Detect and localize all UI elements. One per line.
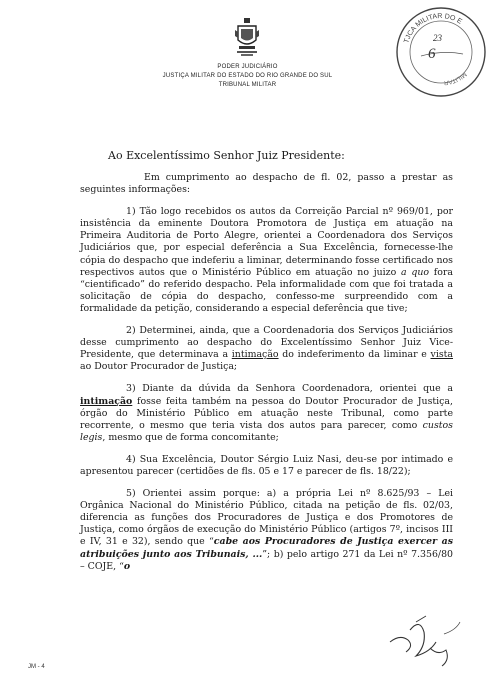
paragraph-4: 4) Sua Excelência, Doutor Sérgio Luiz Nasi, deu-se por intimado e apresentou parecer (certidões de fls. 05 e 17 e parecer de fls. 18/22); [80, 453, 453, 477]
svg-text:TJCA MILITAR DO E: TJCA MILITAR DO E [403, 12, 463, 45]
addressee-line: Ao Excelentíssimo Senhor Juiz Presidente: [108, 149, 345, 162]
coat-of-arms-emblem [234, 18, 260, 58]
header-line-3: TRIBUNAL MILITAR [218, 82, 277, 88]
paragraph-2: 2) Determinei, ainda, que a Coordenadoria dos Serviços Judiciários desse cumprimento ao despacho do Excelentíssimo Senhor Juiz Vice-Presidente, que determinava a intimação do indeferimento da liminar e vista ao Doutor Procurador de Justiça; [80, 325, 453, 373]
tribunal-stamp [393, 4, 489, 100]
paragraph-intro: Em cumprimento ao despacho de fl. 02, passo a prestar as seguintes informações: [80, 172, 453, 196]
handwritten-signature [386, 612, 466, 674]
paragraph-5: 5) Orientei assim porque: a) a própria Lei nº 8.625/93 – Lei Orgânica Nacional do Ministério Público, citada na petição de fls. 02/03, diferencia as funções dos Procuradores de Justiça e dos Promotores de Justiça, como órgãos de execução do Ministério Público (artigos 7º, incisos III e IV, 31 e 32), sendo que “cabe aos Procuradores de Justiça exercer as atribuições junto aos Tribunais, ...”; b) pelo artigo 271 da Lei nº 7.356/80 – COJE, “o [80, 488, 453, 572]
document-body [80, 172, 453, 583]
svg-text:MILITAR: MILITAR [443, 70, 468, 86]
stamp-handwritten-mark: 6 [428, 46, 436, 62]
paragraph-3: 3) Diante da dúvida da Senhora Coordenadora, orientei que a intimação fosse feita também na pessoa do Doutor Procurador de Justiça, órgão do Ministério Público em atuação neste Tribunal, como parte recorrente, o mesmo que teria vista dos autos para parecer, como custos legis, mesmo que de forma concomitante; [80, 383, 453, 443]
form-code: JM - 4 [28, 664, 45, 670]
paragraph-1: 1) Tão logo recebidos os autos da Correição Parcial nº 969/01, por insistência da eminente Doutora Promotora de Justiça em atuação na Primeira Auditoria de Porto Alegre, orientei a Coordenadora dos Serviços Judiciários que, por especial deferência a Sua Excelência, fornecesse-lhe cópia do despacho que indeferiu a liminar, determinando fosse certificado nos respectivos autos que o Ministério Público em atuação no juizo a quo fora “cientificado” do referido despacho. Pela informalidade com que foi tratada a solicitação de cópia do despacho, confesso-me surpreendido com a formalidade da petição, considerando a especial deferência que tive; [80, 206, 453, 314]
header-line-2: JUSTIÇA MILITAR DO ESTADO DO RIO GRANDE DO SUL [162, 73, 333, 79]
header-line-1: PODER JUDICIÁRIO [217, 64, 278, 70]
stamp-number: 23 [433, 33, 442, 43]
